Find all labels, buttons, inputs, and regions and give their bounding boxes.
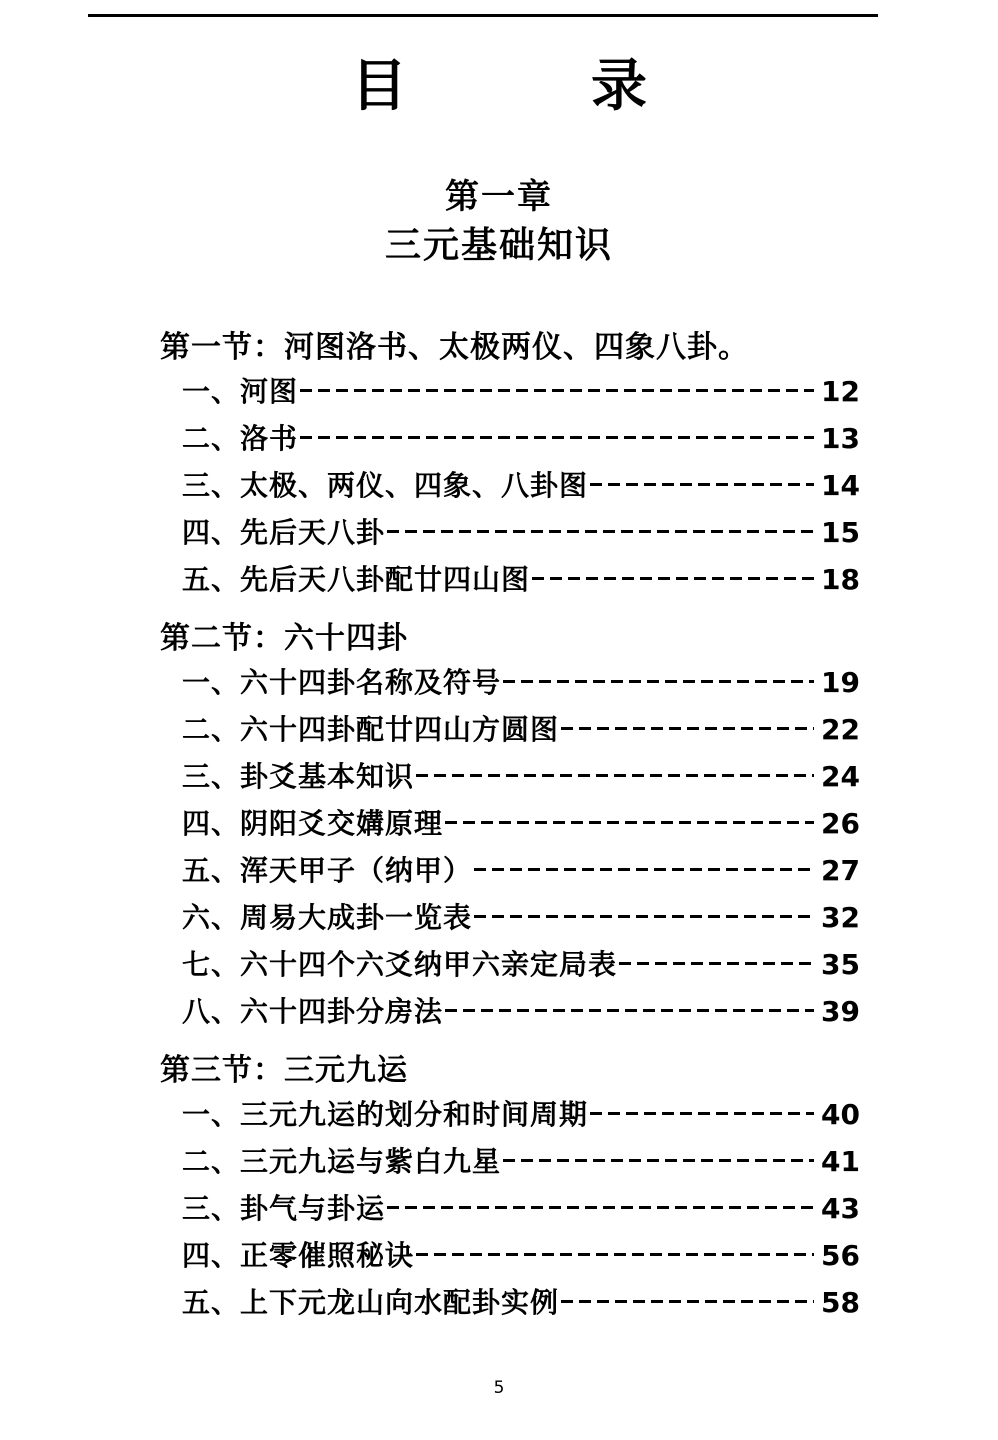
section-heading: 第三节：三元九运: [160, 1053, 408, 1088]
toc-entry-label: 七、六十四个六爻纳甲六亲定局表: [182, 948, 618, 981]
dot-leader: [387, 514, 814, 542]
toc-entry-label: 四、先后天八卦: [182, 516, 386, 549]
toc-entry-label: 八、六十四卦分房法: [182, 995, 444, 1028]
toc-entry-page: 26: [821, 807, 860, 840]
toc-entry[interactable]: [160, 368, 860, 415]
toc-entry-page: 18: [821, 563, 860, 596]
toc-entry-page: 12: [821, 375, 860, 408]
toc-entry-label: 一、三元九运的划分和时间周期: [182, 1098, 589, 1131]
toc-entry[interactable]: [160, 894, 860, 941]
toc-entry-page: 19: [821, 666, 860, 699]
toc-entry[interactable]: [160, 753, 860, 800]
toc-entry-label: 五、上下元龙山向水配卦实例: [182, 1286, 560, 1319]
toc-entry-label: 一、六十四卦名称及符号: [182, 666, 502, 699]
dot-leader: [503, 1143, 814, 1171]
toc-entry-label: 四、正零催照秘诀: [182, 1239, 415, 1272]
dot-leader: [503, 664, 814, 692]
toc-entry[interactable]: [160, 988, 860, 1035]
toc-entry[interactable]: [160, 659, 860, 706]
toc-entry-page: 15: [821, 516, 860, 549]
dot-leader: [445, 993, 814, 1021]
toc-entry[interactable]: [160, 509, 860, 556]
chapter-number: 第一章: [445, 177, 553, 217]
toc-entry-page: 58: [821, 1286, 860, 1319]
toc-entry-label: 二、洛书: [182, 422, 299, 455]
toc-entry-page: 24: [821, 760, 860, 793]
toc-entry[interactable]: [160, 706, 860, 753]
toc-entry-label: 一、河图: [182, 375, 299, 408]
dot-leader: [532, 561, 814, 589]
toc-entry-label: 六、周易大成卦一览表: [182, 901, 473, 934]
chapter-heading: [0, 176, 998, 269]
toc-entry-page: 35: [821, 948, 860, 981]
toc-entry-page: 40: [821, 1098, 860, 1131]
toc-entry-page: 14: [821, 469, 860, 502]
toc-entry-page: 22: [821, 713, 860, 746]
chapter-name: 三元基础知识: [384, 224, 613, 266]
toc-entry[interactable]: [160, 1091, 860, 1138]
toc-entry-label: 四、阴阳爻交媾原理: [182, 807, 444, 840]
toc-entry[interactable]: [160, 462, 860, 509]
toc-entry-label: 三、卦爻基本知识: [182, 760, 415, 793]
toc-entry-page: 56: [821, 1239, 860, 1272]
dot-leader: [445, 805, 814, 833]
toc-entry-page: 39: [821, 995, 860, 1028]
toc-entry-page: 41: [821, 1145, 860, 1178]
toc-entry-page: 27: [821, 854, 860, 887]
toc-entry[interactable]: [160, 1279, 860, 1326]
toc-entry-page: 32: [821, 901, 860, 934]
toc-entry[interactable]: [160, 847, 860, 894]
dot-leader: [416, 1237, 814, 1265]
toc-entry-label: 二、三元九运与紫白九星: [182, 1145, 502, 1178]
table-of-contents: [160, 322, 860, 1326]
toc-entry-label: 二、六十四卦配廿四山方圆图: [182, 713, 560, 746]
toc-entry-label: 三、卦气与卦运: [182, 1192, 386, 1225]
header-divider: [88, 14, 878, 17]
dot-leader: [474, 899, 814, 927]
dot-leader: [619, 946, 814, 974]
toc-entry-label: 五、浑天甲子（纳甲）: [182, 854, 473, 887]
section-heading: 第二节：六十四卦: [160, 621, 408, 656]
page-folio: 5: [493, 1378, 505, 1398]
toc-entry[interactable]: [160, 1232, 860, 1279]
dot-leader: [590, 1096, 814, 1124]
toc-entry[interactable]: [160, 1138, 860, 1185]
dot-leader: [387, 1190, 814, 1218]
dot-leader: [300, 373, 814, 401]
dot-leader: [300, 420, 814, 448]
dot-leader: [561, 711, 814, 739]
toc-entry[interactable]: [160, 556, 860, 603]
dot-leader: [561, 1284, 814, 1312]
dot-leader: [416, 758, 814, 786]
toc-entry[interactable]: [160, 800, 860, 847]
toc-entry-label: 五、先后天八卦配廿四山图: [182, 563, 531, 596]
toc-entry-page: 43: [821, 1192, 860, 1225]
page-title: 目 录: [351, 54, 671, 119]
toc-entry[interactable]: [160, 941, 860, 988]
dot-leader: [474, 852, 814, 880]
toc-entry-page: 13: [821, 422, 860, 455]
section-heading: 第一节：河图洛书、太极两仪、四象八卦。: [160, 330, 749, 365]
toc-entry[interactable]: [160, 1185, 860, 1232]
toc-entry-label: 三、太极、两仪、四象、八卦图: [182, 469, 589, 502]
dot-leader: [590, 467, 814, 495]
toc-entry[interactable]: [160, 415, 860, 462]
